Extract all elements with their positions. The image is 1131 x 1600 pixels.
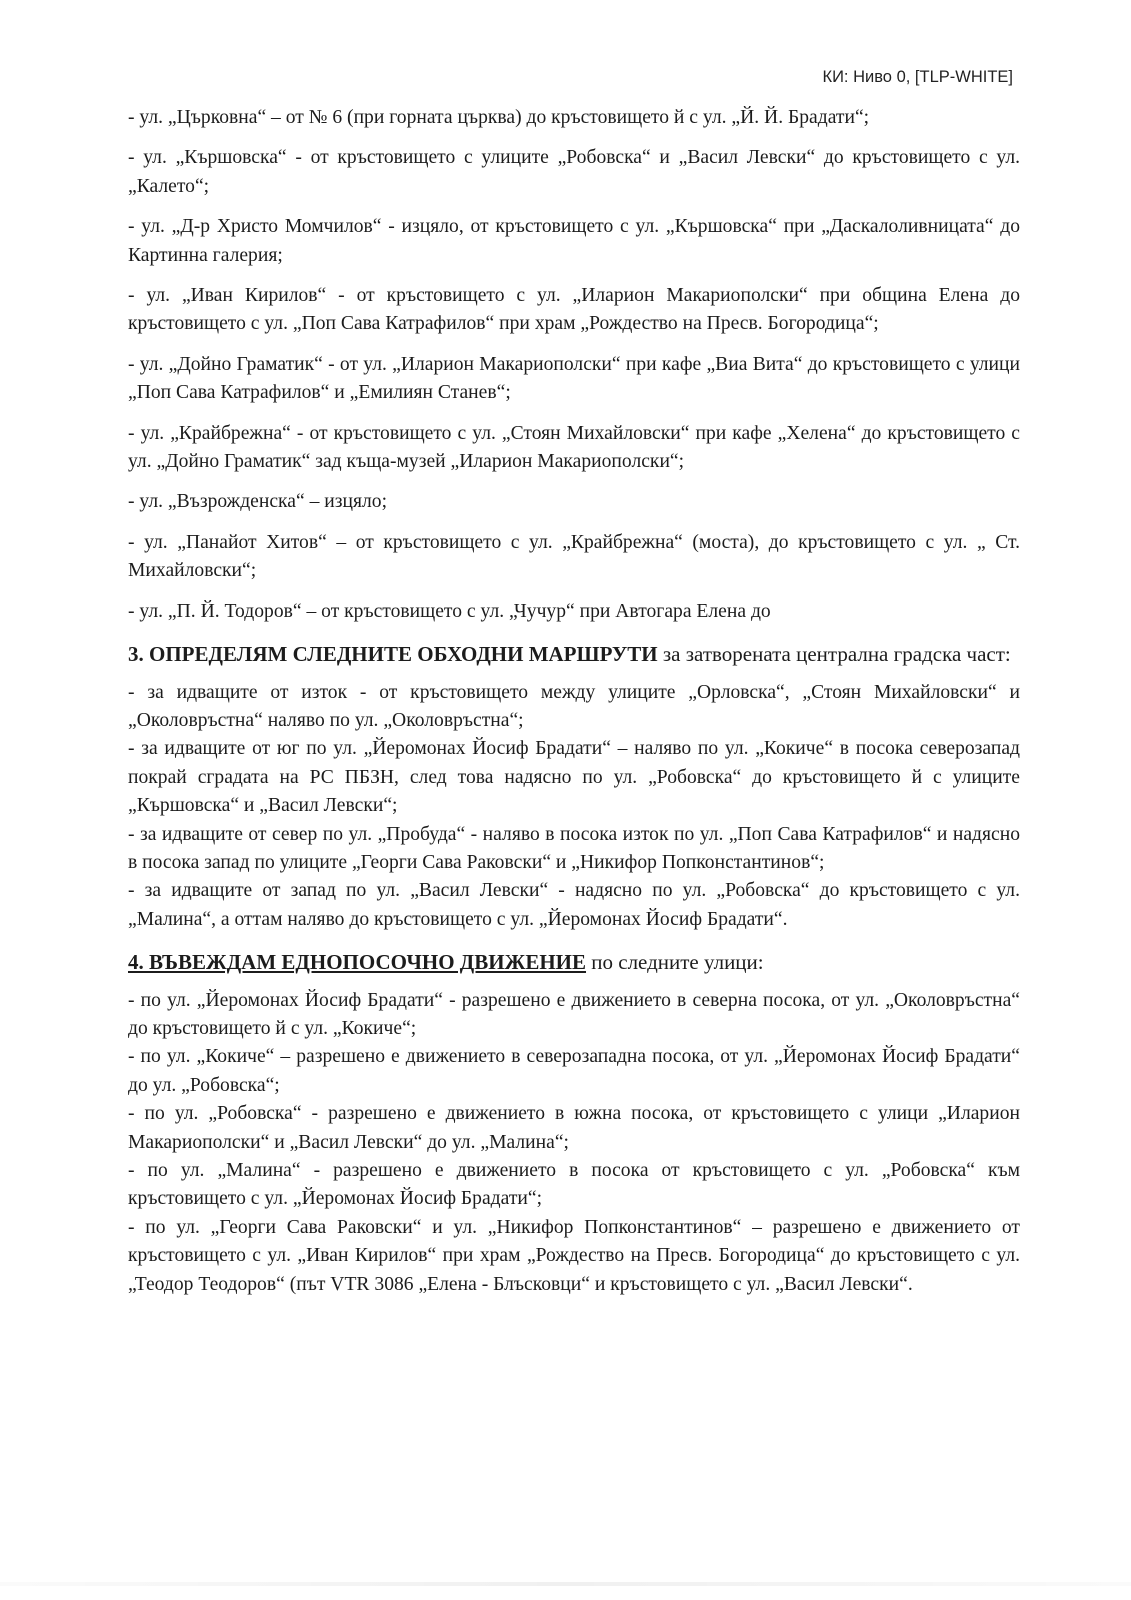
classification-label: КИ: Ниво 0, [TLP-WHITE] bbox=[822, 68, 1013, 86]
section-4-title: 4. ВЪВЕЖДАМ ЕДНОПОСОЧНО ДВИЖЕНИЕ bbox=[128, 950, 587, 975]
section-3-title: 3. ОПРЕДЕЛЯМ СЛЕДНИТЕ ОБХОДНИ МАРШРУТИ bbox=[128, 642, 658, 667]
list-item: - ул. „Възрожденска“ – изцяло; bbox=[128, 491, 388, 513]
section-4-list bbox=[128, 987, 1020, 1299]
list-item: - ул. „П. Й. Тодоров“ – от кръстовището с ул. „Чучур“ при Автогара Елена до bbox=[128, 600, 771, 622]
list-item: - за идващите от север по ул. „Пробуда“ - наляво в посока изток по ул. „Поп Сава Катрафилов“ и надясно в посока запад по улиците „Георги Сава Раковски“ и „Никифор Попконстантинов“; bbox=[128, 823, 1020, 873]
list-item: - ул. „Д-р Христо Момчилов“ - изцяло, от кръстовището с ул. „Кършовска“ при „Даскалоливницата“ до Картинна галерия; bbox=[128, 216, 1020, 266]
scan-edge-shadow bbox=[0, 1582, 1131, 1586]
list-item: - по ул. „Кокиче“ – разрешено е движението в северозападна посока, от ул. „Йеромонах Йосиф Брадати“ до ул. „Робовска“; bbox=[128, 1046, 1020, 1096]
list-item: - по ул. „Георги Сава Раковски“ и ул. „Никифор Попконстантинов“ – разрешено е движението от кръстовището с ул. „Иван Кирилов“ при храм „Рождество на Пресв. Богородица“ до кръстовището с ул. „Теодор Теодоров“ (път VTR 3086 „Елена - Блъсковци“ и кръстовището с ул. „Васил Левски“. bbox=[128, 1216, 1020, 1295]
section-3-rest: за затворената централна градска част: bbox=[657, 642, 1011, 667]
list-item: - ул. „Панайот Хитов“ – от кръстовището с ул. „Крайбрежна“ (моста), до кръстовището с ул. „ Ст. Михайловски“; bbox=[128, 531, 1020, 582]
list-item: - по ул. „Робовска“ - разрешено е движението в южна посока, от кръстовището с улици „Иларион Макариополски“ и „Васил Левски“ до ул. „Малина“; bbox=[128, 1103, 1020, 1153]
section-4-rest: по следните улици: bbox=[586, 950, 764, 975]
list-item: - за идващите от изток - от кръстовището между улиците „Орловска“, „Стоян Михайловски“ и „Околовръстна“ наляво по ул. „Околовръстна“; bbox=[128, 681, 1020, 731]
list-item: - по ул. „Малина“ - разрешено е движението в посока от кръстовището с ул. „Робовска“ към кръстовището с ул. „Йеромонах Йосиф Брадати“; bbox=[128, 1160, 1020, 1210]
document-body bbox=[128, 104, 1020, 1309]
list-item: - ул. „Дойно Граматик“ - от ул. „Иларион Макариополски“ при кафе „Виа Вита“ до кръстовището с улици „Поп Сава Катрафилов“ и „Емилиян Станев“; bbox=[128, 353, 1020, 404]
section-3-list bbox=[128, 679, 1020, 935]
list-item: - ул. „Църковна“ – от № 6 (при горната църква) до кръстовището й с ул. „Й. Й. Брадати“; bbox=[128, 107, 870, 128]
list-item: - ул. „Крайбрежна“ - от кръстовището с ул. „Стоян Михайловски“ при кафе „Хелена“ до кръстовището с ул. „Дойно Граматик“ зад къща-музей „Иларион Макариополски“; bbox=[128, 422, 1020, 473]
list-item: - по ул. „Йеромонах Йосиф Брадати“ - разрешено е движението в северна посока, от ул. „Околовръстна“ до кръстовището й с ул. „Кокиче“; bbox=[128, 989, 1020, 1039]
list-item: - за идващите от запад по ул. „Васил Левски“ - надясно по ул. „Робовска“ до кръстовището с ул. „Малина“, а оттам наляво до кръстовището с ул. „Йеромонах Йосиф Брадати“. bbox=[128, 880, 1020, 930]
section-4-heading bbox=[128, 948, 1020, 976]
list-item: - ул. „Иван Кирилов“ - от кръстовището с ул. „Иларион Макариополски“ при община Елена до кръстовището с ул. „Поп Сава Катрафилов“ при храм „Рождество на Пресв. Богородица“; bbox=[128, 285, 1020, 335]
section-3-heading bbox=[128, 640, 1020, 668]
list-item: - ул. „Кършовска“ - от кръстовището с улиците „Робовска“ и „Васил Левски“ до кръстовището с ул. „Калето“; bbox=[128, 147, 1020, 197]
closed-streets-list bbox=[128, 104, 1020, 626]
list-item: - за идващите от юг по ул. „Йеромонах Йосиф Брадати“ – наляво по ул. „Кокиче“ в посока северозапад покрай сградата на РС ПБЗН, след това надясно по ул. „Робовска“ до кръстовището й с улиците „Кършовска“ и „Васил Левски“; bbox=[128, 738, 1020, 817]
